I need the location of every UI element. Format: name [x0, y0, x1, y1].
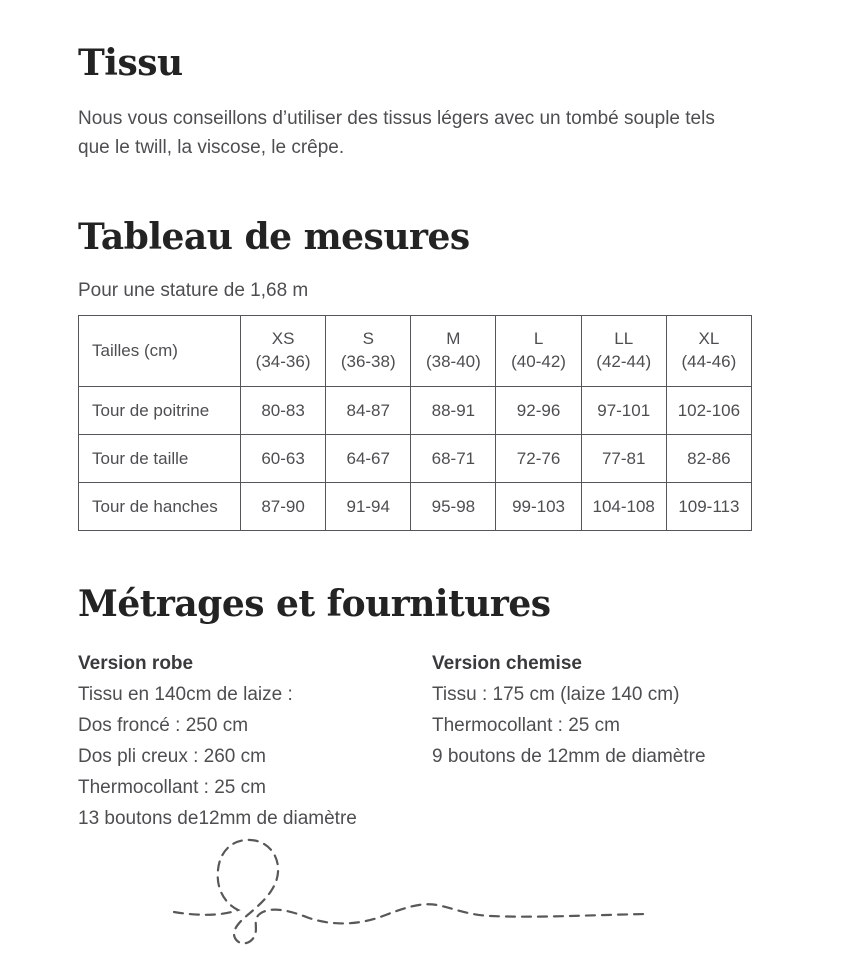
- section-title-tissu: Tissu: [78, 42, 183, 84]
- thread-doodle-icon: [170, 833, 652, 951]
- size-name: S: [362, 329, 374, 349]
- table-cell: 82-86: [666, 435, 751, 483]
- size-name: L: [533, 329, 544, 349]
- section-title-mesures: Tableau de mesures: [78, 216, 470, 259]
- table-cell: 102-106: [666, 387, 751, 435]
- supply-line: Thermocollant : 25 cm: [432, 714, 620, 736]
- version-chemise-block: [432, 649, 750, 834]
- size-range: (42-44): [596, 352, 652, 372]
- mesures-subtitle: Pour une stature de 1,68 m: [78, 280, 309, 302]
- size-header-m: [411, 316, 496, 387]
- table-cell: 87-90: [241, 483, 326, 531]
- supply-line: Dos froncé : 250 cm: [78, 714, 249, 736]
- table-cell: 95-98: [411, 483, 496, 531]
- table-cell: 91-94: [326, 483, 411, 531]
- supply-line: Tissu : 175 cm (laize 140 cm): [432, 683, 680, 705]
- table-corner-cell: Tailles (cm): [79, 316, 241, 387]
- size-range: (40-42): [511, 352, 566, 372]
- size-range: (38-40): [425, 352, 481, 372]
- measurements-table: [78, 315, 752, 531]
- table-cell: 109-113: [666, 483, 751, 531]
- supply-line: Tissu en 140cm de laize :: [78, 683, 293, 705]
- size-range: (36-38): [340, 352, 396, 372]
- supply-line: Dos pli creux : 260 cm: [78, 745, 266, 767]
- table-cell: 84-87: [326, 387, 411, 435]
- size-name: LL: [614, 329, 634, 349]
- row-label-taille: Tour de taille: [79, 435, 241, 483]
- table-row: [79, 435, 752, 483]
- tissu-paragraph: Nous vous conseillons d’utiliser des tissus légers avec un tombé souple tels que le twill, la viscose, le crêpe.: [78, 107, 715, 159]
- table-row: [79, 483, 752, 531]
- table-cell: 77-81: [581, 435, 666, 483]
- size-name: XL: [698, 329, 720, 349]
- size-name: M: [446, 329, 461, 349]
- table-row: [79, 387, 752, 435]
- section-title-fournitures: Métrages et fournitures: [78, 583, 551, 626]
- row-label-poitrine: Tour de poitrine: [79, 387, 241, 435]
- table-cell: 72-76: [496, 435, 581, 483]
- version-robe-block: [78, 649, 432, 834]
- row-label-hanches: Tour de hanches: [79, 483, 241, 531]
- table-cell: 97-101: [581, 387, 666, 435]
- table-cell: 88-91: [411, 387, 496, 435]
- size-header-ll: [581, 316, 666, 387]
- size-header-s: [326, 316, 411, 387]
- version-chemise-title: Version chemise: [432, 652, 582, 674]
- supply-line: 13 boutons de12mm de diamètre: [78, 807, 357, 829]
- table-header-row: [79, 316, 752, 387]
- table-cell: 92-96: [496, 387, 581, 435]
- table-cell: 104-108: [581, 483, 666, 531]
- table-cell: 68-71: [411, 435, 496, 483]
- table-cell: 80-83: [241, 387, 326, 435]
- version-robe-title: Version robe: [78, 652, 194, 674]
- table-cell: 64-67: [326, 435, 411, 483]
- size-range: (44-46): [681, 352, 737, 372]
- supplies-columns: [78, 649, 750, 834]
- size-name: XS: [271, 329, 295, 349]
- supply-line: Thermocollant : 25 cm: [78, 776, 266, 798]
- supply-line: 9 boutons de 12mm de diamètre: [432, 745, 706, 767]
- table-cell: 99-103: [496, 483, 581, 531]
- size-header-xl: [666, 316, 751, 387]
- size-header-l: [496, 316, 581, 387]
- table-cell: 60-63: [241, 435, 326, 483]
- size-range: (34-36): [255, 352, 311, 372]
- size-header-xs: [241, 316, 326, 387]
